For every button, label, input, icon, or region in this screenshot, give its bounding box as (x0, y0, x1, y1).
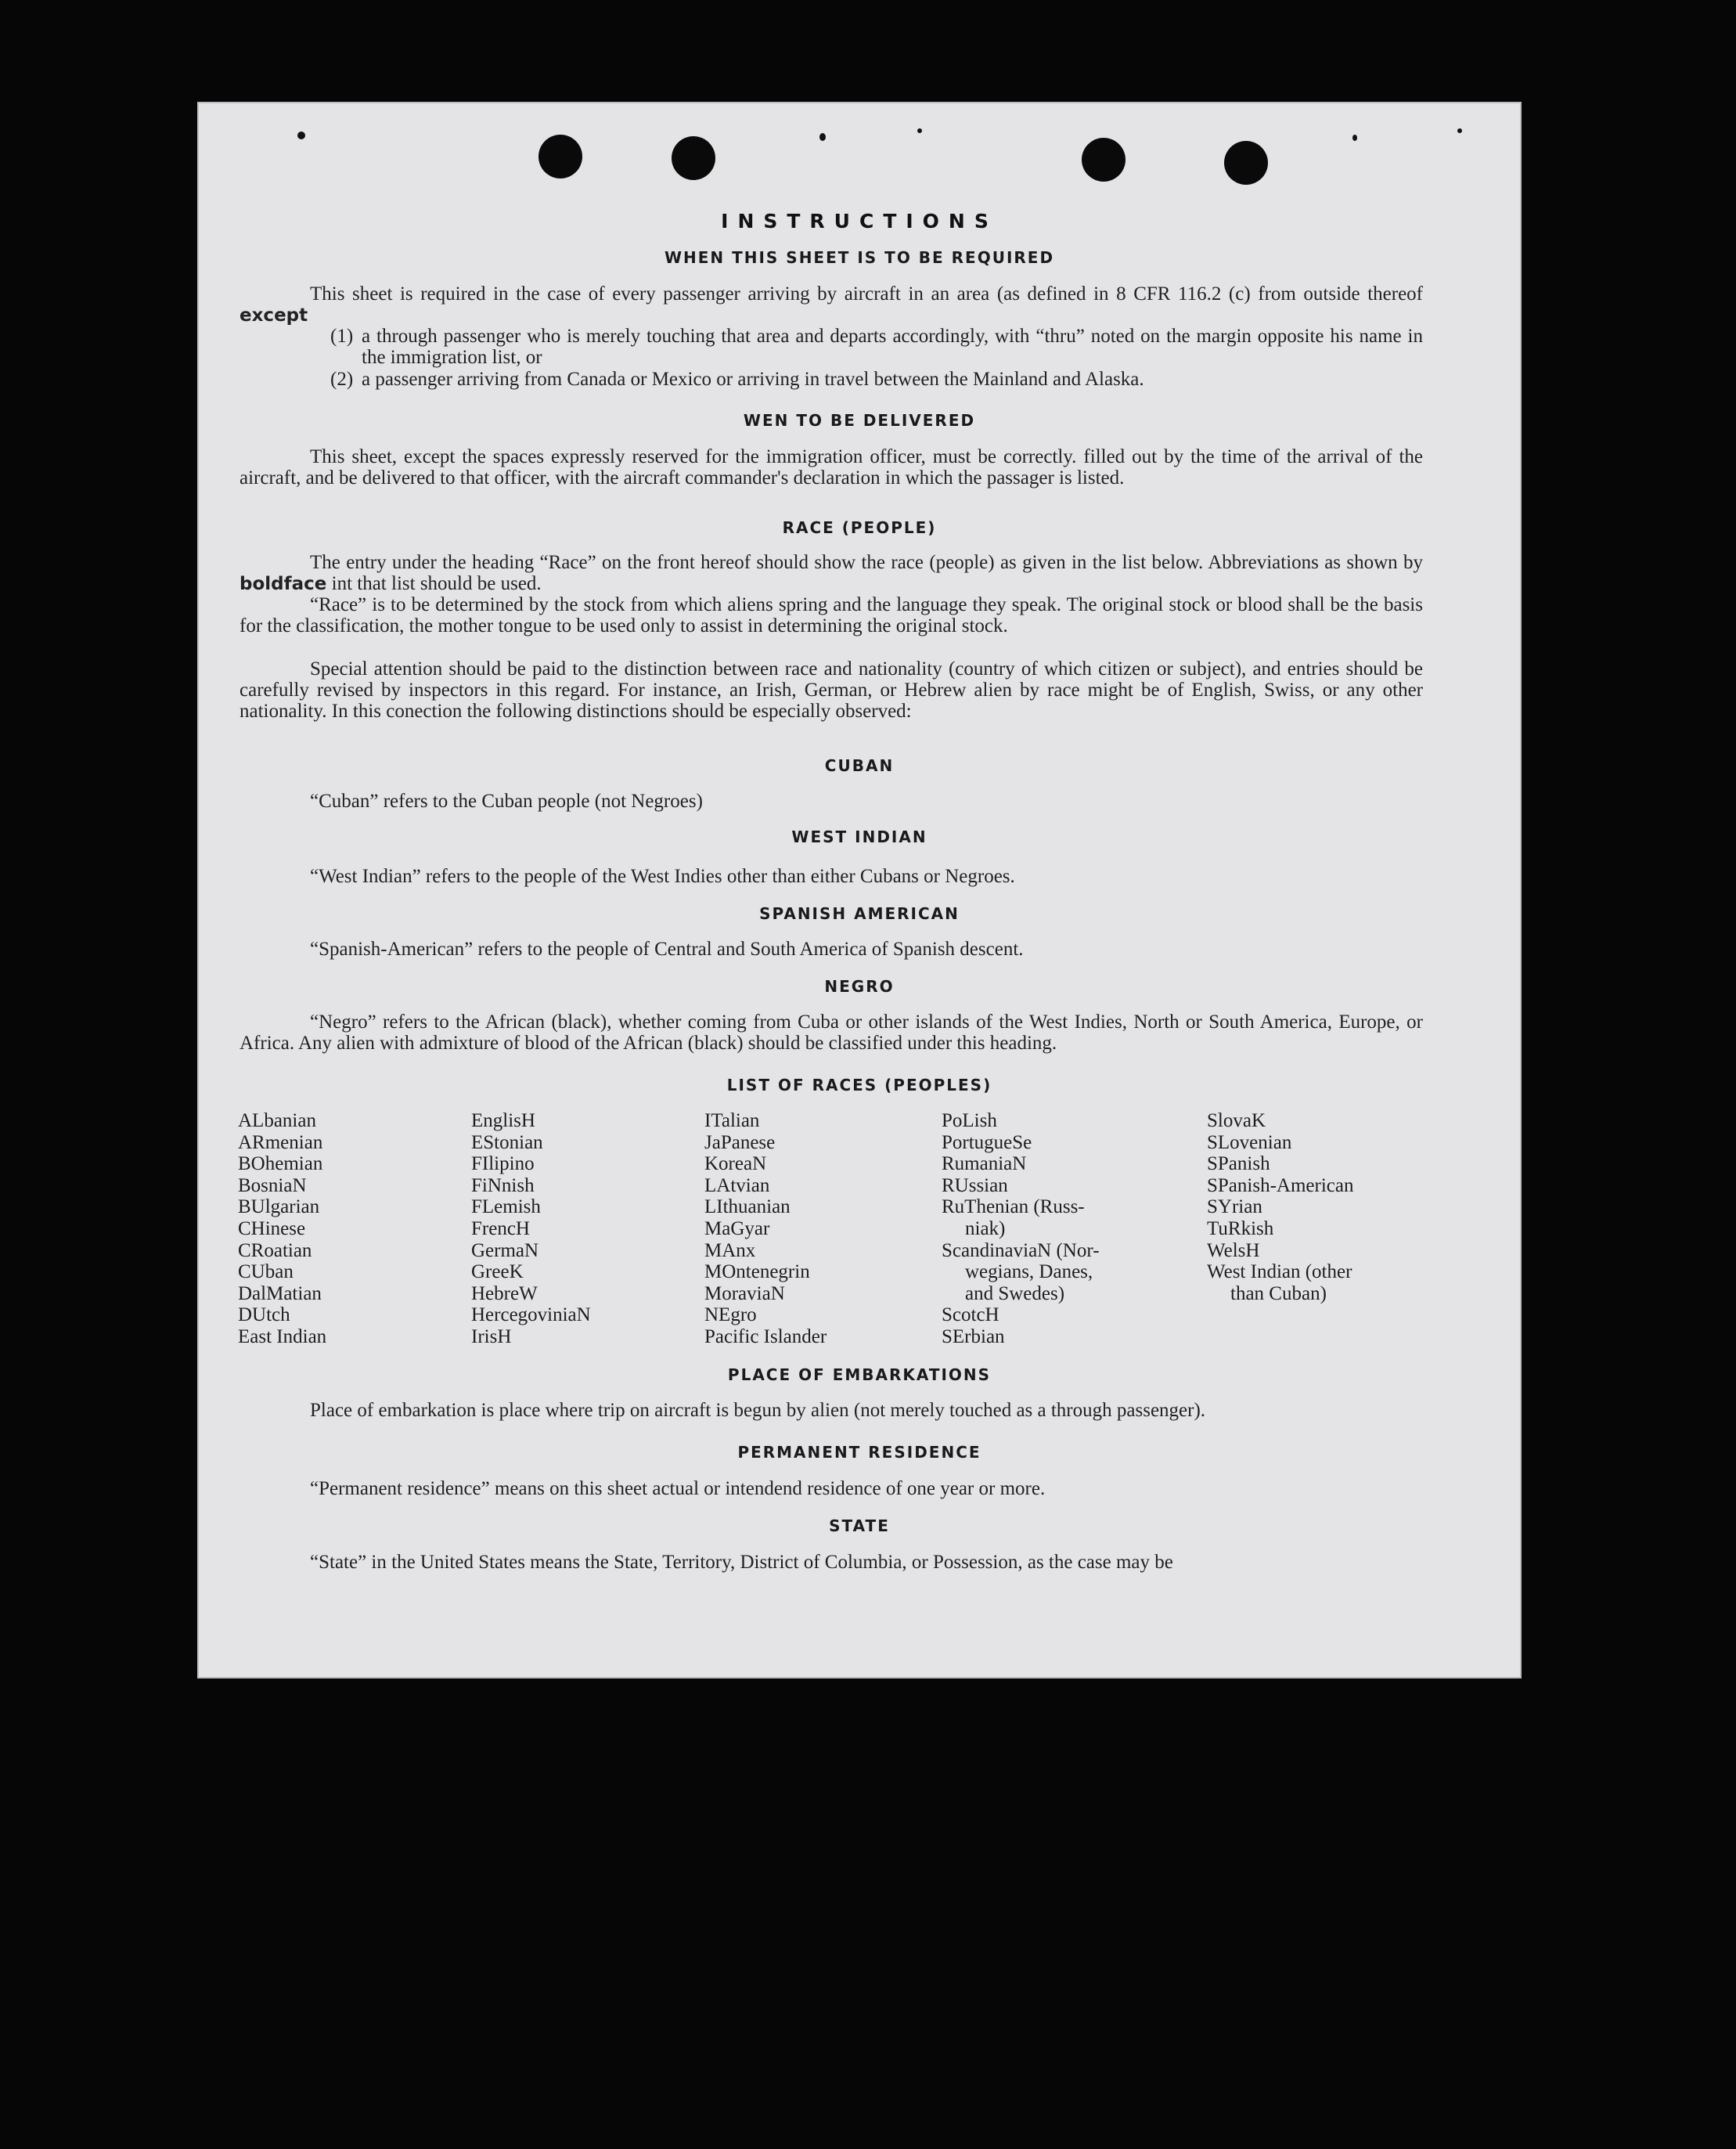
speck (1352, 135, 1357, 141)
race-entry: IrisH (471, 1325, 512, 1347)
punch-hole (538, 135, 582, 178)
race-entry: HercegoviniaN (471, 1304, 591, 1326)
race-entry: PoLish (942, 1110, 997, 1131)
para-spanish-american: “Spanish-American” refers to the people of Central and South America of Spanish descent. (310, 939, 1024, 960)
race-entry: FLemish (471, 1196, 541, 1218)
heading-race: RACE (PEOPLE) (782, 518, 937, 537)
race-entry: CRoatian (238, 1239, 312, 1261)
race-entry: PortugueSe (942, 1131, 1032, 1153)
race-column-2 (471, 1110, 591, 1348)
race-entry: ScandinaviaN (Nor- (942, 1239, 1100, 1261)
race-entry: ARmenian (238, 1131, 323, 1153)
race-entry: FrencH (471, 1217, 530, 1239)
race-entry: than Cuban) (1230, 1282, 1327, 1304)
race-entry: GermaN (471, 1239, 539, 1261)
heading-state: STATE (829, 1516, 890, 1535)
heading-list-of-races: LIST OF RACES (PEOPLES) (726, 1076, 992, 1094)
race-column-3 (704, 1110, 827, 1348)
race-entry: SPanish (1207, 1153, 1270, 1175)
list-item: (2) a passenger arriving from Canada or Mexico or arriving in travel between the Mainland and Alaska. (330, 369, 1144, 390)
race-entry: FiNnish (471, 1174, 535, 1196)
race-column-1 (238, 1110, 326, 1348)
list-item: (1) a through passenger who is merely touching that area and departs accordingly, with “thru” noted on the margin opposite his name in the immigration list, or (330, 326, 1423, 368)
race-column-5 (1207, 1110, 1353, 1304)
race-column-4 (942, 1110, 1100, 1348)
para-negro: “Negro” refers to the African (black), whether coming from Cuba or other islands of the West Indies, North or South America, Europe, or Africa. Any alien with admixture of blood of the African (black) should be classified under this heading. (240, 1011, 1423, 1054)
race-entry: DalMatian (238, 1282, 322, 1304)
para-race-1: The entry under the heading “Race” on the front hereof should show the race (people) as given in the list below. Abbreviations as shown by boldface int that list should be used. (240, 552, 1423, 594)
race-entry: SlovaK (1207, 1110, 1266, 1131)
race-entry: MAnx (704, 1239, 756, 1261)
speck (917, 128, 922, 133)
race-entry: ITalian (704, 1110, 760, 1131)
race-entry: RUssian (942, 1174, 1008, 1196)
race-entry: West Indian (other (1207, 1261, 1352, 1283)
para-race-3: Special attention should be paid to the distinction between race and nationality (country of which citizen or subject), and entries should be carefully revised by inspectors in this regard. For instance, an Irish, German, or Hebrew alien by race might be of English, Swiss, or any other nationality. In this conection the following distinctions should be especially observed: (240, 658, 1423, 722)
race-entry: LIthuanian (704, 1196, 791, 1218)
heading-when-required: WHEN THIS SHEET IS TO BE REQUIRED (664, 248, 1055, 267)
race-entry: KoreaN (704, 1153, 767, 1175)
race-entry: niak) (965, 1217, 1006, 1239)
speck (1457, 128, 1462, 133)
race-entry: Pacific Islander (704, 1325, 827, 1347)
race-entry: HebreW (471, 1282, 538, 1304)
race-entry: EnglisH (471, 1110, 535, 1131)
heading-west-indian: WEST INDIAN (791, 828, 927, 846)
race-entry: SLovenian (1207, 1131, 1292, 1153)
para-cuban: “Cuban” refers to the Cuban people (not Negroes) (310, 791, 703, 812)
race-entry: WelsH (1207, 1239, 1260, 1261)
punch-hole (672, 136, 715, 180)
para-state: “State” in the United States means the State, Territory, District of Columbia, or Possession, as the case may be (310, 1552, 1173, 1573)
speck (297, 132, 305, 139)
race-entry: BUlgarian (238, 1196, 320, 1218)
race-entry: ScotcH (942, 1304, 999, 1326)
race-entry: East Indian (238, 1325, 327, 1347)
race-entry: wegians, Danes, (965, 1261, 1093, 1283)
speck (819, 133, 826, 141)
race-entry: RumaniaN (942, 1153, 1027, 1175)
race-entry: GreeK (471, 1261, 524, 1283)
para-residence: “Permanent residence” means on this sheet actual or intendend residence of one year or more. (310, 1478, 1046, 1499)
para-embarkation: Place of embarkation is place where trip on aircraft is begun by alien (not merely touched as a through passenger). (310, 1400, 1206, 1421)
race-entry: EStonian (471, 1131, 543, 1153)
race-entry: MoraviaN (704, 1282, 785, 1304)
race-entry: MOntenegrin (704, 1261, 810, 1283)
document-page (197, 102, 1522, 1678)
race-entry: SErbian (942, 1325, 1005, 1347)
race-entry: BOhemian (238, 1153, 323, 1175)
race-entry: NEgro (704, 1304, 757, 1326)
race-entry: MaGyar (704, 1217, 770, 1239)
heading-spanish-american: SPANISH AMERICAN (759, 904, 960, 923)
race-entry: BosniaN (238, 1174, 307, 1196)
para-when-required: This sheet is required in the case of every passenger arriving by aircraft in an area (as defined in 8 CFR 116.2 (c) from outside thereof except (240, 283, 1423, 326)
heading-cuban: CUBAN (824, 756, 895, 775)
race-entry: TuRkish (1207, 1217, 1274, 1239)
race-entry: and Swedes) (965, 1282, 1065, 1304)
page-title: INSTRUCTIONS (721, 210, 998, 233)
heading-negro: NEGRO (824, 977, 895, 996)
heading-embarkation: PLACE OF EMBARKATIONS (727, 1365, 992, 1384)
punch-hole (1224, 141, 1268, 185)
para-race-2: “Race” is to be determined by the stock from which aliens spring and the language they speak. The original stock or blood shall be the basis for the classification, the mother tongue to be used only to assist in determining the original stock. (240, 594, 1423, 636)
para-west-indian: “West Indian” refers to the people of the West Indies other than either Cubans or Negroes. (310, 866, 1015, 887)
race-entry: DUtch (238, 1304, 290, 1326)
heading-when-delivered: WEN TO BE DELIVERED (743, 411, 976, 430)
race-entry: JaPanese (704, 1131, 776, 1153)
race-entry: CUban (238, 1261, 294, 1283)
race-entry: SYrian (1207, 1196, 1262, 1218)
punch-hole (1082, 138, 1126, 182)
para-when-delivered: This sheet, except the spaces expressly reserved for the immigration officer, must be correctly. filled out by the time of the arrival of the aircraft, and be delivered to that officer, with the aircraft commander's declaration in which the passager is listed. (240, 446, 1423, 489)
race-entry: CHinese (238, 1217, 306, 1239)
race-entry: LAtvian (704, 1174, 770, 1196)
race-entry: ALbanian (238, 1110, 316, 1131)
race-entry: FIlipino (471, 1153, 535, 1175)
heading-residence: PERMANENT RESIDENCE (737, 1443, 981, 1462)
race-entry: RuThenian (Russ- (942, 1196, 1085, 1218)
race-entry: SPanish-American (1207, 1174, 1354, 1196)
